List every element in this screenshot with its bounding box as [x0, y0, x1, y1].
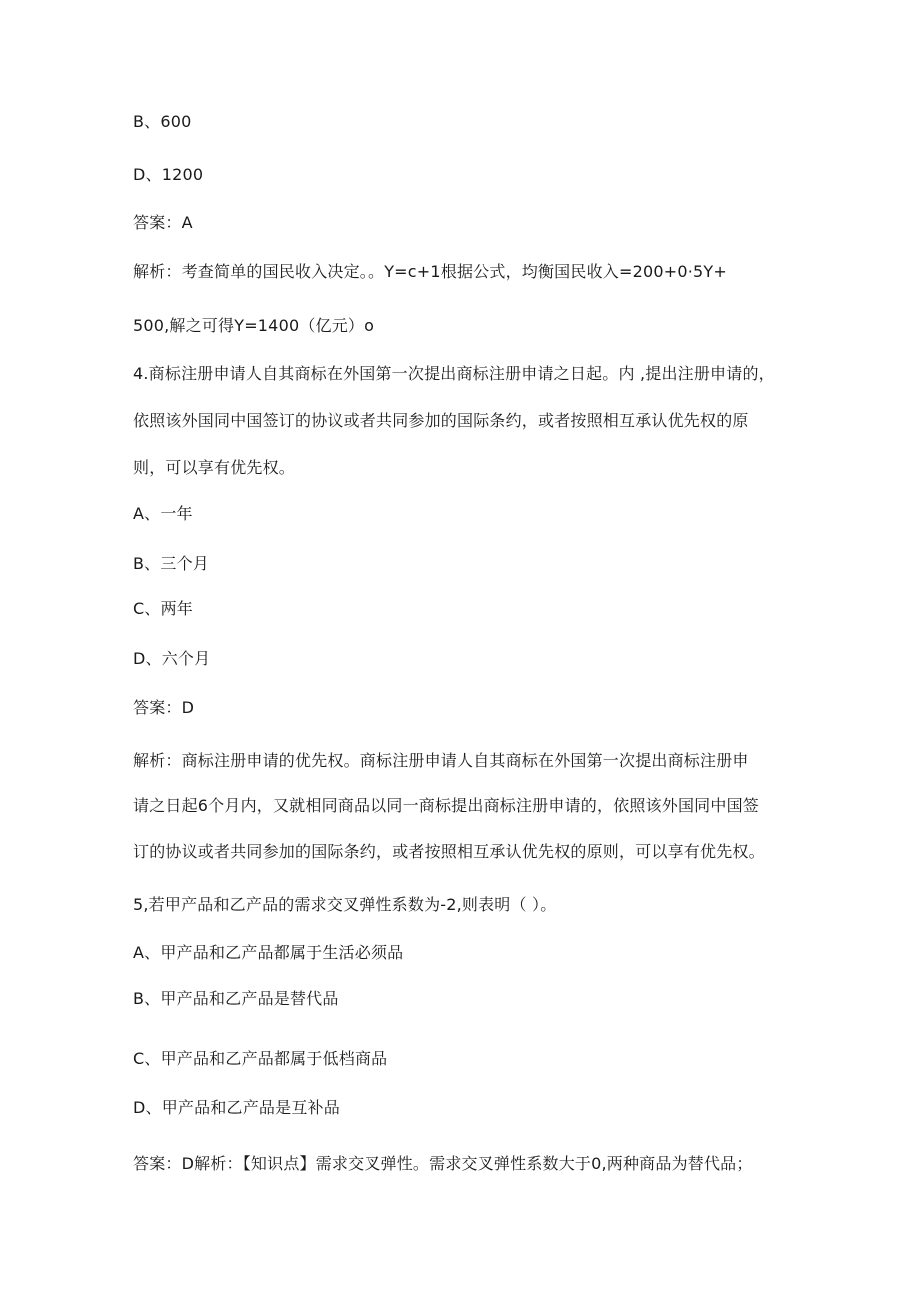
- q3-answer: 答案：A: [133, 213, 193, 232]
- q5-option-c: C、甲产品和乙产品都属于低档商品: [133, 1049, 388, 1068]
- q4-option-a: A、一年: [133, 504, 193, 523]
- q3-option-d: D、1200: [133, 165, 204, 184]
- q4-option-c: C、两年: [133, 599, 193, 618]
- q5-option-d: D、甲产品和乙产品是互补品: [133, 1098, 340, 1117]
- q4-explanation-line-3: 订的协议或者共同参加的国际条约，或者按照相互承认优先权的原则，可以享有优先权。: [133, 842, 765, 861]
- q3-option-b: B、600: [133, 112, 192, 131]
- q4-stem-line-2: 依照该外国同中国签订的协议或者共同参加的国际条约，或者按照相互承认优先权的原: [133, 411, 749, 430]
- q3-explanation-line-1: 解析：考查简单的国民收入决定。。Y=c+1根据公式，均衡国民收入=200+0·5Y+: [133, 262, 727, 281]
- q4-explanation-line-2: 请之日起6个月内，又就相同商品以同一商标提出商标注册申请的，依照该外国同中国签: [133, 796, 759, 815]
- q4-stem-line-3: 则，可以享有优先权。: [133, 458, 296, 477]
- q5-answer-explanation: 答案：D解析：【知识点】需求交叉弹性。需求交叉弹性系数大于0,两种商品为替代品；: [133, 1154, 753, 1173]
- q4-stem-line-1: 4.商标注册申请人自其商标在外国第一次提出商标注册申请之日起。内 ,提出注册申请的，: [133, 364, 775, 383]
- q4-option-d: D、六个月: [133, 649, 211, 668]
- q4-option-b: B、三个月: [133, 554, 209, 573]
- q5-option-a: A、甲产品和乙产品都属于生活必须品: [133, 943, 404, 962]
- q4-answer: 答案：D: [133, 698, 195, 717]
- q5-stem: 5,若甲产品和乙产品的需求交叉弹性系数为-2,则表明（ ）。: [133, 895, 557, 914]
- q3-explanation-line-2: 500,解之可得Y=1400（亿元）o: [133, 316, 375, 335]
- q5-option-b: B、甲产品和乙产品是替代品: [133, 989, 339, 1008]
- q4-explanation-line-1: 解析：商标注册申请的优先权。商标注册申请人自其商标在外国第一次提出商标注册申: [133, 751, 749, 770]
